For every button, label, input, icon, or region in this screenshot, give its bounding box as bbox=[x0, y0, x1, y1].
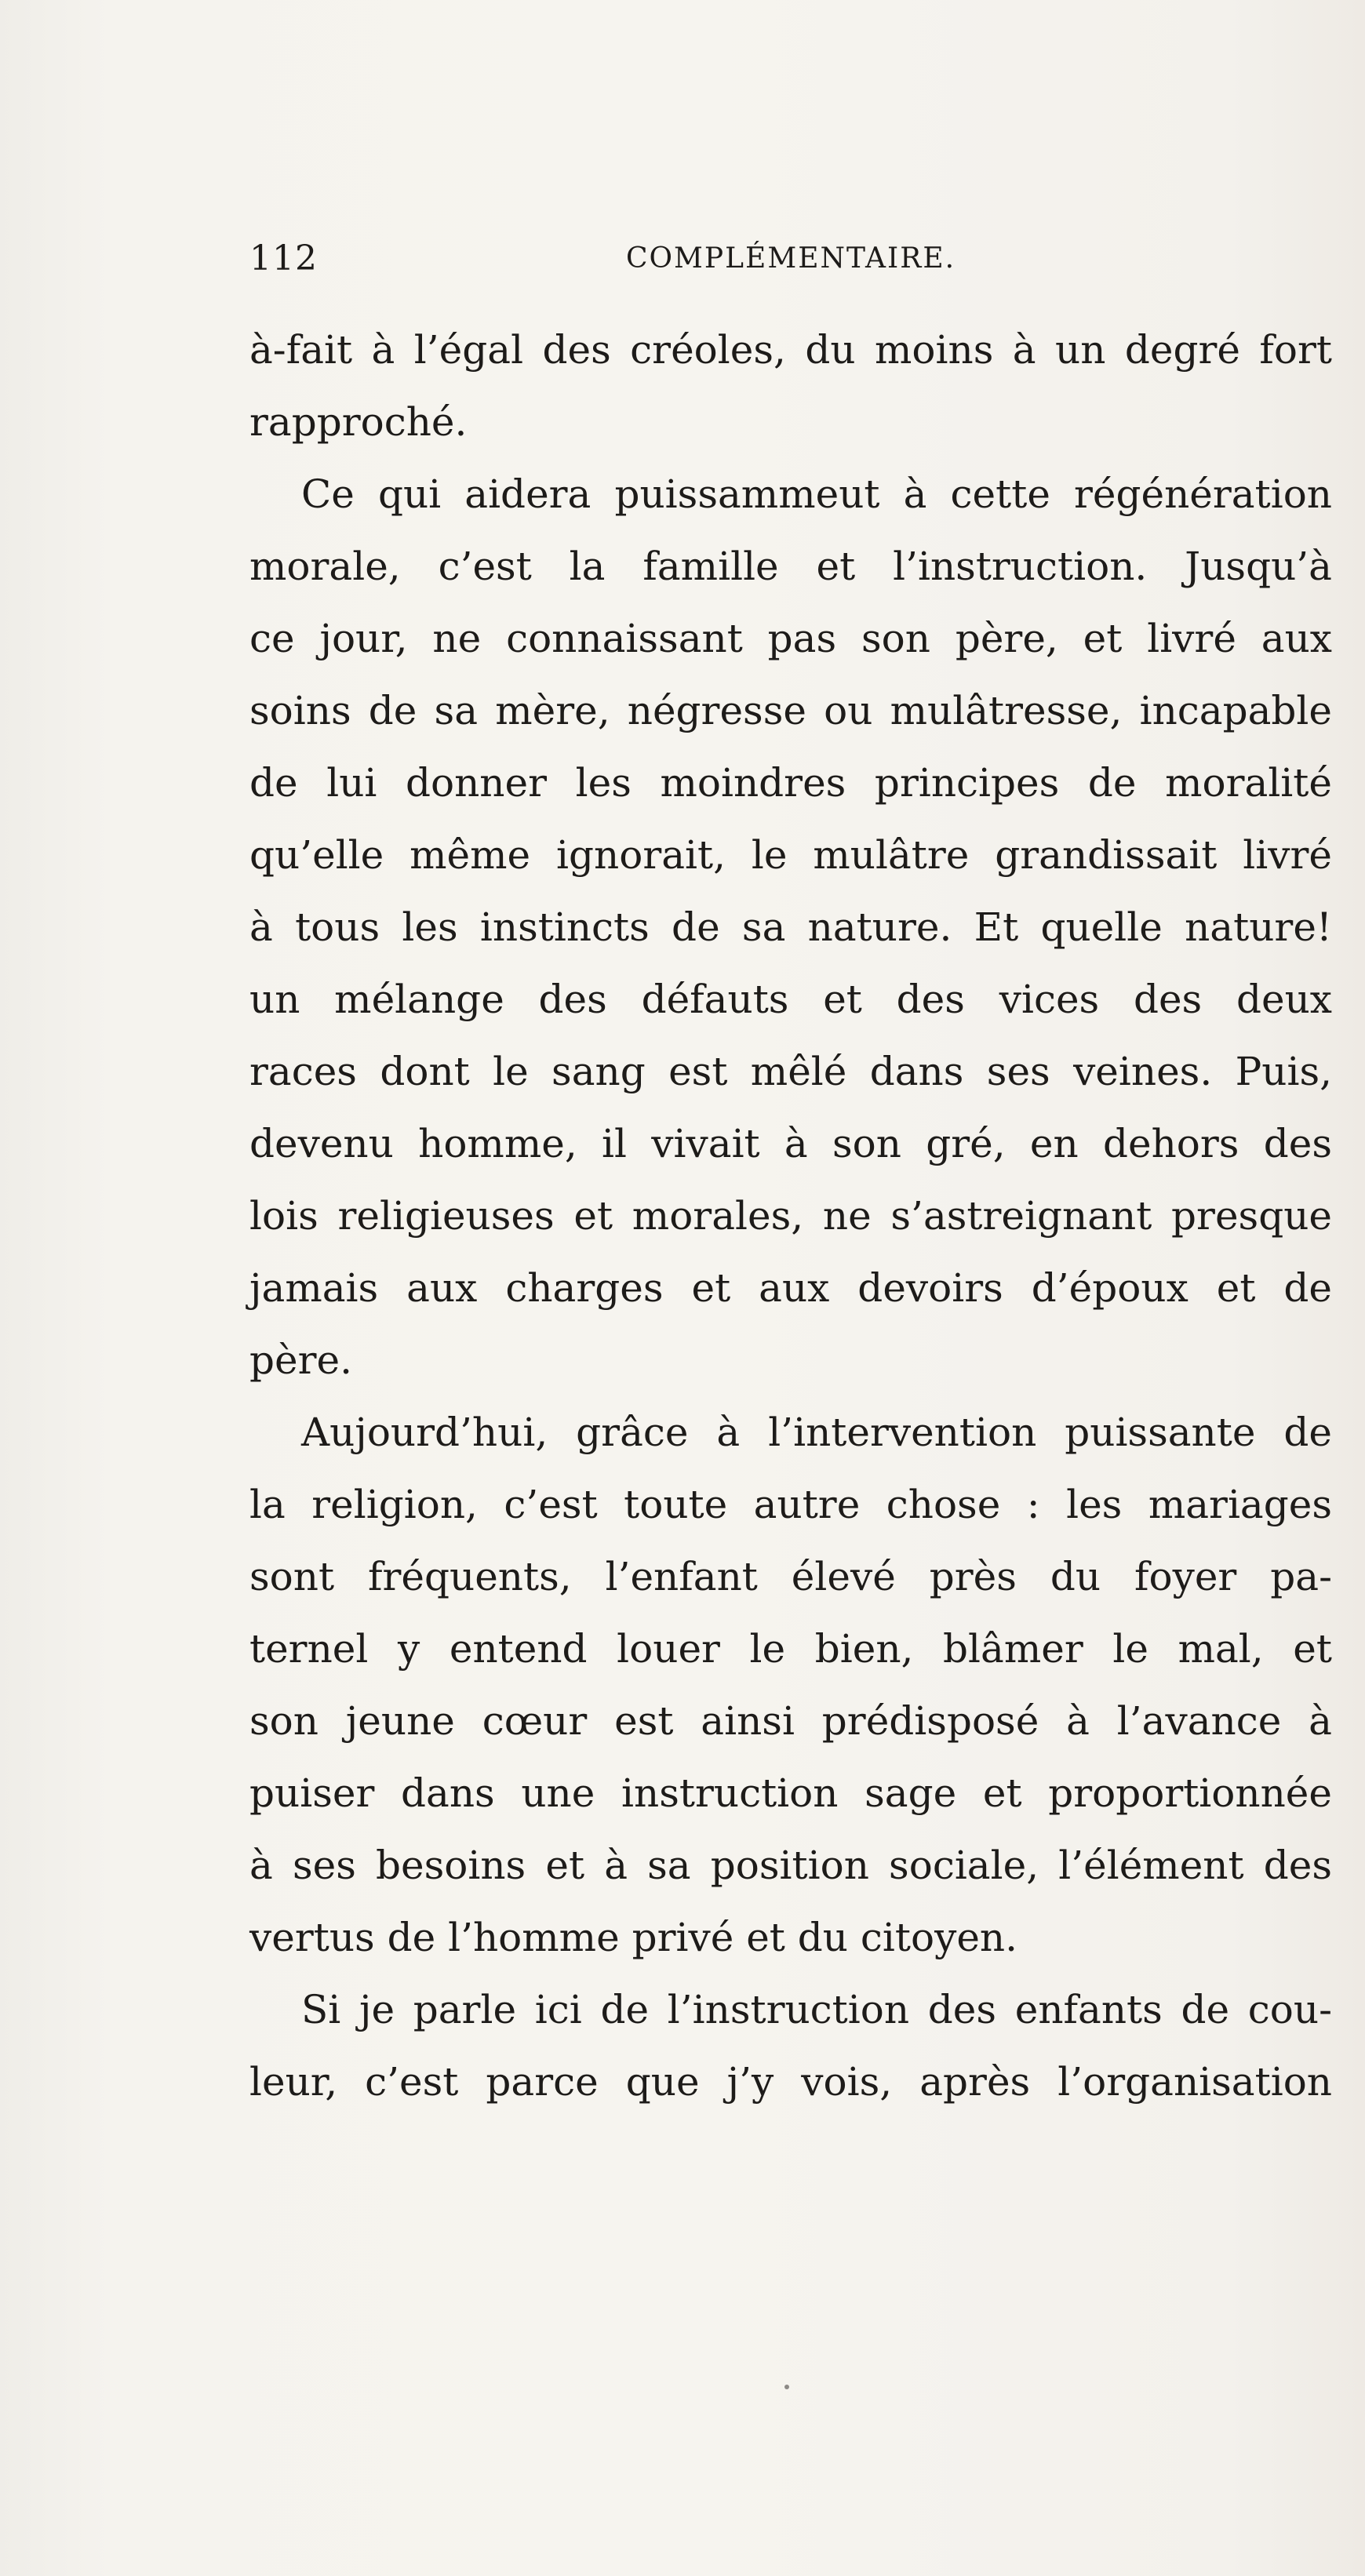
text-line: lois religieuses et morales, ne s’astreignant presque bbox=[249, 1193, 1332, 1239]
page-number: 112 bbox=[249, 238, 318, 278]
body-text bbox=[249, 314, 1332, 2118]
text-line: à ses besoins et à sa position sociale, l’élément des bbox=[249, 1843, 1332, 1888]
page-header bbox=[249, 235, 1332, 282]
text-line: morale, c’est la famille et l’instruction. Jusqu’à bbox=[249, 544, 1332, 589]
running-title: COMPLÉMENTAIRE. bbox=[626, 242, 956, 275]
text-line: Si je parle ici de l’instruction des enfants de cou- bbox=[301, 1987, 1332, 2032]
paper-blemish bbox=[784, 2385, 789, 2389]
text-line: de lui donner les moindres principes de moralité bbox=[249, 760, 1332, 806]
text-line: jamais aux charges et aux devoirs d’époux et de bbox=[249, 1265, 1332, 1311]
text-line: ternel y entend louer le bien, blâmer le mal, et bbox=[249, 1626, 1332, 1672]
text-line: Aujourd’hui, grâce à l’intervention puissante de bbox=[301, 1410, 1332, 1455]
text-line: rapproché. bbox=[249, 399, 468, 445]
text-line: son jeune cœur est ainsi prédisposé à l’avance à bbox=[249, 1698, 1332, 1744]
text-line: puiser dans une instruction sage et proportionnée bbox=[249, 1770, 1332, 1816]
text-line: père. bbox=[249, 1337, 352, 1383]
text-line: à-fait à l’égal des créoles, du moins à un degré fort bbox=[249, 327, 1332, 373]
text-line: sont fréquents, l’enfant élevé près du foyer pa- bbox=[249, 1554, 1332, 1599]
text-line: à tous les instincts de sa nature. Et quelle nature! bbox=[249, 904, 1332, 950]
text-line: un mélange des défauts et des vices des deux bbox=[249, 977, 1332, 1022]
text-line: la religion, c’est toute autre chose : les mariages bbox=[249, 1482, 1332, 1527]
text-line: Ce qui aidera puissammeut à cette régénération bbox=[301, 471, 1332, 517]
text-line: soins de sa mère, négresse ou mulâtresse, incapable bbox=[249, 688, 1332, 733]
text-line: devenu homme, il vivait à son gré, en dehors des bbox=[249, 1121, 1332, 1166]
text-line: qu’elle même ignorait, le mulâtre grandissait livré bbox=[249, 832, 1332, 878]
text-line: ce jour, ne connaissant pas son père, et livré aux bbox=[249, 616, 1332, 661]
text-line: races dont le sang est mêlé dans ses veines. Puis, bbox=[249, 1049, 1332, 1094]
text-line: leur, c’est parce que j’y vois, après l’organisation bbox=[249, 2059, 1332, 2105]
text-line: vertus de l’homme privé et du citoyen. bbox=[249, 1915, 1018, 1960]
